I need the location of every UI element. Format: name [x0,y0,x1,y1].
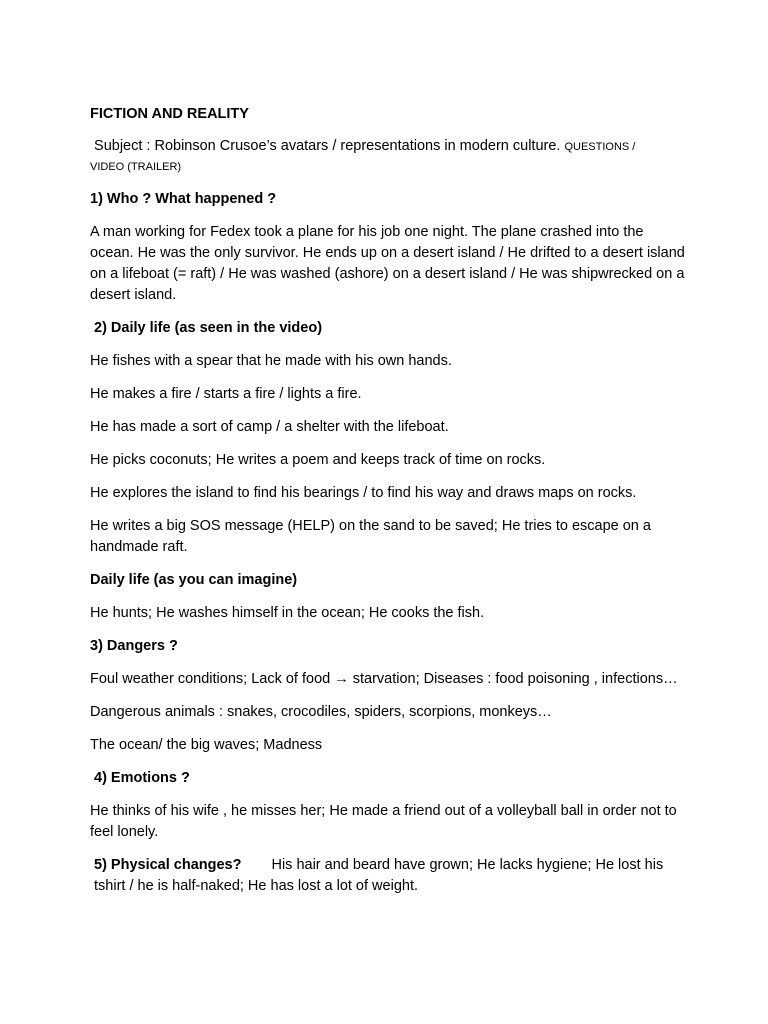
q4-heading: 4) Emotions ? [94,770,190,786]
q3-line: Foul weather conditions; Lack of food → starvation; Diseases : food poisoning , infections… [90,671,678,687]
q5-heading: 5) Physical changes? [94,857,242,873]
subject-note-1: QUESTIONS / [564,141,636,153]
q2-heading: 2) Daily life (as seen in the video) [94,320,323,336]
q3-line: The ocean/ the big waves; Madness [90,737,323,753]
q5-text: His hair and beard have grown; He lacks hygiene; He lost his tshirt / he is half-naked; He has lost a lot of weight. [94,857,664,894]
q2-line: He makes a fire / starts a fire / lights a fire. [90,386,362,402]
q2b-paragraph: He hunts; He washes himself in the ocean; He cooks the fish. [90,605,485,621]
q2-line: He has made a sort of camp / a shelter with the lifeboat. [90,419,449,435]
q2-line: He explores the island to find his bearings / to find his way and draws maps on rocks. [90,485,637,501]
q3-line: Dangerous animals : snakes, crocodiles, spiders, scorpions, monkeys… [90,704,552,720]
q2-line: He fishes with a spear that he made with his own hands. [90,353,452,369]
q2-line: He picks coconuts; He writes a poem and keeps track of time on rocks. [90,452,546,468]
q1-heading: 1) Who ? What happened ? [90,191,277,207]
subject-line [90,137,690,177]
q3-heading: 3) Dangers ? [90,638,178,654]
document-title: FICTION AND REALITY [90,106,249,122]
q4-paragraph: He thinks of his wife , he misses her; He made a friend out of a volleyball ball in order not to feel lonely. [90,803,677,840]
q2b-heading: Daily life (as you can imagine) [90,572,298,588]
document-body [90,104,690,909]
q2-line: He writes a big SOS message (HELP) on the sand to be saved; He tries to escape on a handmade raft. [90,518,651,555]
q1-paragraph: A man working for Fedex took a plane for his job one night. The plane crashed into the ocean. He was the only survivor. He ends up on a desert island / He drifted to a desert island on a lifeboat (= raft) / He was washed (ashore) on a desert island / He was shipwrecked on a desert island. [90,224,685,303]
subject-note-2: VIDEO (TRAILER) [90,161,182,173]
subject-text: Subject : Robinson Crusoe’s avatars / representations in modern culture. [94,138,561,154]
q5-paragraph [90,855,690,897]
